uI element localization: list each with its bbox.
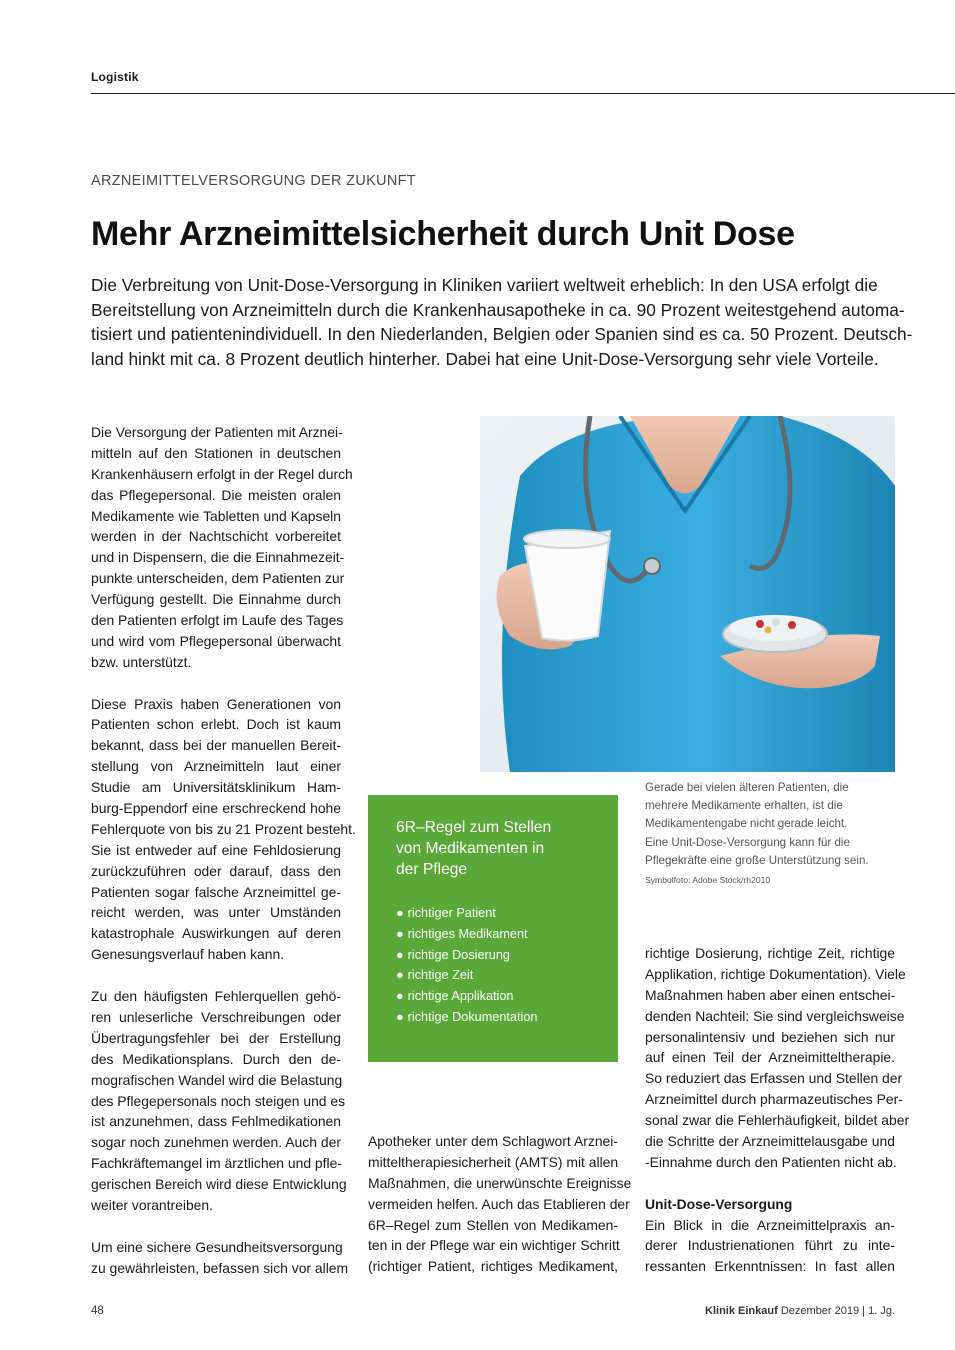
body-line: den Patienten erfolgt im Laufe des Tages — [91, 612, 344, 629]
body-line: Diese Praxis haben Generationen von — [91, 695, 341, 712]
body-line: derer Industrienationen führt zu inte- — [645, 1237, 895, 1254]
body-line: bekannt, dass bei der manuellen Bereit- — [91, 737, 341, 754]
body-line: So reduziert das Erfassen und Stellen der — [645, 1070, 903, 1087]
caption-line: mehrere Medikamente erhalten, ist die — [645, 799, 843, 813]
body-line: Zu den häufigsten Fehlerquellen gehö- — [91, 988, 341, 1005]
body-line: Patienten schon erlebt. Doch ist kaum — [91, 716, 341, 733]
caption-line: Pflegekräfte eine große Unterstützung sein. — [645, 853, 869, 867]
body-line: katastrophale Auswirkungen auf deren — [91, 925, 341, 942]
bullet-icon: ● — [396, 1009, 404, 1024]
body-line: Fachkräftemangel im ärztlichen und pfle- — [91, 1155, 342, 1172]
body-line: Um eine sichere Gesundheitsversorgung — [91, 1238, 343, 1255]
body-line: Maßnahmen, die unerwünschte Ereignisse — [368, 1174, 632, 1191]
info-box-item-label: richtiges Medikament — [407, 926, 528, 941]
lead-line: Die Verbreitung von Unit-Dose-Versorgung in Kliniken variiert weltweit erheblich: In den USA erfolgt die — [91, 275, 878, 295]
body-line: zu gewährleisten, befassen sich vor allem — [91, 1259, 349, 1276]
body-column-1 — [91, 422, 356, 1279]
body-line: mitteln auf den Stationen in deutschen — [91, 444, 341, 461]
header-rule — [91, 93, 955, 94]
body-line: Sie ist entweder auf eine Fehldosierung — [91, 841, 341, 858]
body-line: mografischen Wandel wird die Belastung — [91, 1071, 343, 1088]
caption-line: Eine Unit-Dose-Versorgung kann für die — [645, 835, 850, 849]
article-photo — [480, 416, 895, 772]
body-line: weiter vorantreiben. — [91, 1196, 213, 1213]
body-line: Übertragungsfehler bei der Erstellung — [91, 1029, 341, 1046]
body-line: Arzneimittel durch pharmazeutisches Per- — [645, 1091, 903, 1108]
lead-line: land hinkt mit ca. 8 Prozent deutlich hinterher. Dabei hat eine Unit-Dose-Versorgung sehr viele Vorteile. — [91, 349, 879, 370]
body-line: auf einen Teil der Arzneimitteltherapie. — [645, 1049, 895, 1066]
body-line: richtige Dosierung, richtige Zeit, richtige — [645, 945, 895, 961]
body-line: reicht werden, was unter Umständen — [91, 904, 341, 921]
bullet-icon: ● — [396, 906, 404, 920]
body-line: ten in der Pflege war ein wichtiger Schritt — [368, 1237, 620, 1254]
info-box-item — [396, 924, 537, 945]
magazine-name: Klinik Einkauf — [705, 1305, 778, 1317]
info-box-item-label: richtige Dosierung — [407, 947, 510, 962]
info-box-item — [396, 903, 537, 924]
body-line: des Pflegepersonals noch steigen und es — [91, 1092, 346, 1109]
body-line: ist anzunehmen, dass Fehlmedikationen — [91, 1113, 341, 1130]
body-line: punkte unterscheiden, dem Patienten zur — [91, 570, 345, 587]
body-line: werden in der Nachtschicht vorbereitet — [91, 528, 341, 545]
body-line: vermeiden helfen. Auch das Etablieren der — [368, 1195, 630, 1212]
footer-publication — [705, 1305, 895, 1317]
volume: 1. Jg. — [868, 1305, 895, 1317]
body-line: personalintensiv und beziehen sich nur — [645, 1028, 895, 1045]
nurse-with-pills-image — [480, 416, 895, 772]
body-line: Genesungsverlauf haben kann. — [91, 946, 285, 963]
bullet-icon: ● — [396, 989, 404, 1004]
info-box-item-label: richtige Applikation — [407, 989, 514, 1004]
body-line: Die Versorgung der Patienten mit Arznei- — [91, 424, 343, 440]
photo-caption — [645, 779, 895, 887]
body-line: und wird vom Pflegepersonal überwacht — [91, 632, 341, 649]
info-box-item — [396, 945, 537, 966]
body-line: bzw. unterstützt. — [91, 653, 192, 670]
body-line: Patienten sogar falsche Arzneimittel ge- — [91, 883, 341, 900]
body-line: burg-Eppendorf eine erschreckend hohe — [91, 800, 341, 817]
body-line: des Medikationsplans. Durch den de- — [91, 1050, 341, 1067]
body-line: Verfügung gestellt. Die Einnahme durch — [91, 591, 341, 608]
body-line: (richtiger Patient, richtiges Medikament, — [368, 1258, 618, 1275]
body-line: Maßnahmen haben aber einen entschei- — [645, 986, 896, 1003]
article-kicker: ARZNEIMITTELVERSORGUNG DER ZUKUNFT — [91, 173, 416, 189]
info-box-item-label: richtige Dokumentation — [407, 1009, 538, 1024]
footer-separator: | — [862, 1305, 866, 1317]
bullet-icon: ● — [396, 947, 404, 962]
body-line: sogar noch zunehmen werden. Auch der — [91, 1134, 341, 1151]
info-box-item-label: richtiger Patient — [407, 906, 496, 920]
article-headline: Mehr Arzneimittelsicherheit durch Unit Dose — [91, 215, 795, 253]
body-line: ren unleserliche Verschreibungen oder — [91, 1008, 341, 1025]
body-line: Applikation, richtige Dokumentation). Viele — [645, 965, 906, 982]
issue-date: Dezember 2019 — [780, 1305, 860, 1317]
body-line: -Einnahme durch den Patienten nicht ab. — [645, 1153, 897, 1170]
body-line: 6R–Regel zum Stellen von Medikamen- — [368, 1216, 618, 1233]
bullet-icon: ● — [396, 968, 404, 983]
body-line: die Schritte der Arzneimittelausgabe und — [645, 1133, 895, 1150]
body-line: zurückzuführen oder darauf, dass den — [91, 862, 341, 879]
body-line: gerischen Bereich wird diese Entwicklung — [91, 1176, 347, 1193]
body-line: das Pflegepersonal. Die meisten oralen — [91, 486, 341, 503]
body-line: Fehlerquote von bis zu 21 Prozent besteht. — [91, 820, 356, 837]
info-box-list — [396, 903, 537, 1028]
article-lead — [91, 273, 913, 372]
body-line: und in Dispensern, die die Einnahmezeit- — [91, 549, 345, 566]
lead-line: tisiert und patientenindividuell. In den Niederlanden, Belgien oder Spanien sind es ca. 50 Prozent. Deutsch- — [91, 324, 913, 345]
info-box-6r-rule — [368, 795, 618, 1062]
body-line: stellung von Arzneimitteln laut einer — [91, 758, 341, 775]
info-box-item — [396, 965, 537, 986]
info-box-item — [396, 986, 537, 1007]
body-line: Ein Blick in die Arzneimittelpraxis an- — [645, 1216, 895, 1233]
body-line: Apotheker unter dem Schlagwort Arznei- — [368, 1133, 618, 1149]
body-column-3 — [645, 943, 910, 1277]
body-line: ressanten Erkenntnissen: In fast allen — [645, 1258, 895, 1275]
info-box-item — [396, 1007, 537, 1028]
lead-line: Bereitstellung von Arzneimitteln durch die Krankenhausapotheke in ca. 90 Prozent weitestgehend automa- — [91, 299, 905, 320]
caption-line: Medikamentengabe nicht gerade leicht. — [645, 817, 848, 831]
body-line: Krankenhäusern erfolgt in der Regel durch — [91, 465, 353, 482]
page-number: 48 — [91, 1305, 104, 1317]
body-line: mitteltherapiesicherheit (AMTS) mit allen — [368, 1153, 619, 1170]
info-box-title: 6R–Regel zum Stellen von Medikamenten in der Pflege — [396, 819, 552, 878]
paragraph-gap — [91, 673, 341, 694]
bullet-icon: ● — [396, 926, 404, 941]
paragraph-gap — [645, 1173, 895, 1194]
subheading: Unit-Dose-Versorgung — [645, 1195, 793, 1212]
body-line: denden Nachteil: Sie sind vergleichsweise — [645, 1007, 905, 1024]
body-line: Studie am Universitätsklinikum Ham- — [91, 779, 341, 796]
body-line: Medikamente wie Tabletten und Kapseln — [91, 507, 341, 524]
paragraph-gap — [91, 965, 341, 986]
info-box-item-label: richtige Zeit — [407, 968, 474, 983]
photo-credit: Symbolfoto: Adobe Stock/rh2010 — [645, 875, 771, 886]
section-label: Logistik — [91, 70, 139, 84]
body-column-2 — [368, 1131, 632, 1277]
body-line: sonal zwar die Fehlerhäufigkeit, bildet aber — [645, 1112, 910, 1129]
caption-line: Gerade bei vielen älteren Patienten, die — [645, 781, 849, 794]
paragraph-gap — [91, 1216, 341, 1237]
